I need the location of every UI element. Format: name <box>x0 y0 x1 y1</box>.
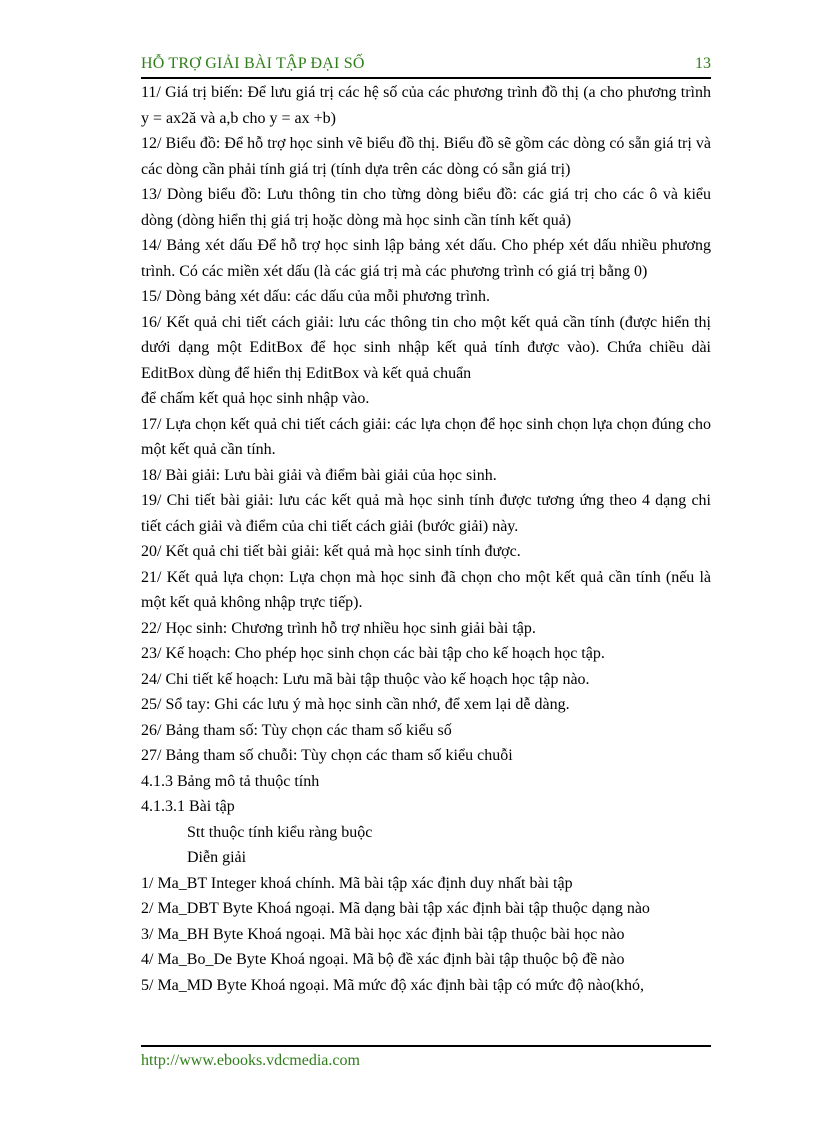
attribute-row-4: 4/ Ma_Bo_De Byte Khoá ngoại. Mã bộ đề xác định bài tập thuộc bộ đề nào <box>141 951 625 968</box>
attribute-row-5: 5/ Ma_MD Byte Khoá ngoại. Mã mức độ xác định bài tập có mức độ nào(khó, <box>141 976 645 994</box>
paragraph-15: 15/ Dòng bảng xét dấu: các dấu của mỗi phương trình. <box>141 288 491 305</box>
paragraph-23: 23/ Kế hoạch: Cho phép học sinh chọn các bài tập cho kế hoạch học tập. <box>141 645 605 662</box>
paragraph-21: 21/ Kết quả lựa chọn: Lựa chọn mà học sinh đã chọn cho một kết quả cần tính (nếu là một kết quả không nhập trực tiếp). <box>141 568 711 611</box>
document-body <box>141 80 711 998</box>
paragraph-22: 22/ Học sinh: Chương trình hỗ trợ nhiều học sinh giải bài tập. <box>141 619 536 637</box>
paragraph-19: 19/ Chi tiết bài giải: lưu các kết quả mà học sinh tính được tương ứng theo 4 dạng chi tiết cách giải và điểm của chi tiết cách giải (bước giải) này. <box>141 492 711 535</box>
subsection-heading: 4.1.3.1 Bài tập <box>141 798 235 815</box>
paragraph-16-continued: để chấm kết quả học sinh nhập vào. <box>141 390 370 407</box>
section-heading: 4.1.3 Bảng mô tả thuộc tính <box>141 772 320 790</box>
paragraph-27: 27/ Bảng tham số chuỗi: Tùy chọn các tham số kiểu chuỗi <box>141 747 513 764</box>
attribute-row-2: 2/ Ma_DBT Byte Khoá ngoại. Mã dạng bài tập xác định bài tập thuộc dạng nào <box>141 900 650 917</box>
footer-rule <box>141 1045 711 1047</box>
page-number: 13 <box>695 55 711 72</box>
footer-link[interactable]: http://www.ebooks.vdcmedia.com <box>141 1052 360 1069</box>
paragraph-18: 18/ Bài giải: Lưu bài giải và điểm bài giải của học sinh. <box>141 466 497 484</box>
paragraph-20: 20/ Kết quả chi tiết bài giải: kết quả mà học sinh tính được. <box>141 543 521 560</box>
page-header <box>141 55 711 77</box>
paragraph-11: 11/ Giá trị biến: Để lưu giá trị các hệ số của các phương trình đồ thị (a cho phương trình y = ax2ă và a,b cho y = ax +b) <box>141 84 711 127</box>
paragraph-17: 17/ Lựa chọn kết quả chi tiết cách giải: các lựa chọn để học sinh chọn lựa chọn đúng cho một kết quả cần tính. <box>141 415 711 458</box>
table-column-headers: Stt thuộc tính kiểu ràng buộc <box>187 823 373 841</box>
paragraph-12: 12/ Biểu đồ: Để hỗ trợ học sinh vẽ biểu đồ thị. Biểu đồ sẽ gồm các dòng có sẵn giá trị và các dòng cần phải tính giá trị (tính dựa trên các dòng có sẵn giá trị) <box>141 135 711 178</box>
paragraph-16: 16/ Kết quả chi tiết cách giải: lưu các thông tin cho một kết quả cần tính (được hiển thị dưới dạng một EditBox để học sinh nhập kết quả tính được vào). Chứa chiều dài EditBox dùng để hiển thị EditBox và kết quả chuẩn <box>141 313 711 382</box>
paragraph-26: 26/ Bảng tham số: Tùy chọn các tham số kiểu số <box>141 721 452 739</box>
attribute-row-3: 3/ Ma_BH Byte Khoá ngoại. Mã bài học xác định bài tập thuộc bài học nào <box>141 925 625 943</box>
table-column-description: Diễn giải <box>187 849 247 866</box>
paragraph-14: 14/ Bảng xét dấu Để hỗ trợ học sinh lập bảng xét dấu. Cho phép xét dấu nhiều phương trình. Có các miền xét dấu (là các giá trị mà các phương trình có giá trị bằng 0) <box>141 237 711 280</box>
header-title: HỖ TRỢ GIẢI BÀI TẬP ĐẠI SỐ <box>141 55 365 72</box>
paragraph-24: 24/ Chi tiết kế hoạch: Lưu mã bài tập thuộc vào kế hoạch học tập nào. <box>141 670 590 688</box>
paragraph-25: 25/ Sổ tay: Ghi các lưu ý mà học sinh cần nhớ, để xem lại dễ dàng. <box>141 696 570 713</box>
header-rule <box>141 77 711 79</box>
attribute-row-1: 1/ Ma_BT Integer khoá chính. Mã bài tập xác định duy nhất bài tập <box>141 874 573 892</box>
paragraph-13: 13/ Dòng biểu đồ: Lưu thông tin cho từng dòng biểu đồ: các giá trị cho các ô và kiểu dòng (dòng hiển thị giá trị hoặc dòng mà học sinh cần tính kết quả) <box>141 186 711 229</box>
